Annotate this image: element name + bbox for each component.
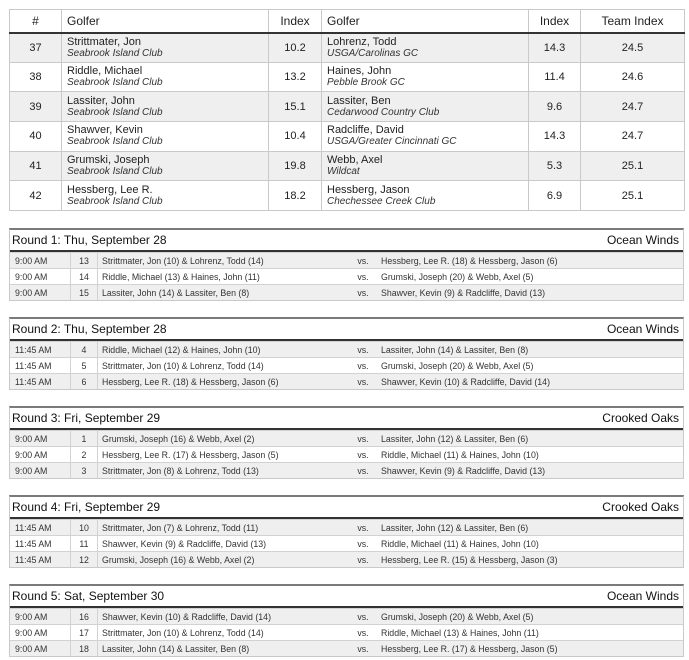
team-index: 24.6 (581, 62, 685, 92)
tee-time: 9:00 AM (10, 609, 71, 624)
table-row (10, 62, 685, 92)
golfer-club: Chechessee Creek Club (327, 195, 436, 207)
tee-time: 9:00 AM (10, 447, 71, 462)
golfer-2-cell (322, 62, 529, 92)
golfer-2-index: 5.3 (529, 151, 581, 181)
golfer-table (9, 9, 685, 211)
match-row (10, 462, 683, 478)
tee-time: 9:00 AM (10, 285, 71, 300)
vs-label: vs. (357, 433, 369, 444)
start-hole: 12 (71, 552, 98, 567)
match-row (10, 357, 683, 373)
golfer-name: Haines, John (327, 65, 392, 78)
pair-number: 37 (10, 33, 62, 63)
team-2: Shawver, Kevin (9) & Radcliffe, David (13) (381, 287, 546, 298)
team-1: Hessberg, Lee R. (18) & Hessberg, Jason (6) (102, 376, 279, 387)
start-hole: 6 (71, 374, 98, 389)
round-course: Crooked Oaks (602, 411, 679, 425)
team-2: Hessberg, Lee R. (15) & Hessberg, Jason (3) (381, 554, 558, 565)
round-header (10, 497, 683, 519)
golfer-1-index: 10.4 (269, 122, 322, 152)
golfer-name: Grumski, Joseph (67, 154, 150, 167)
team-1: Shawver, Kevin (10) & Radcliffe, David (14) (102, 611, 272, 622)
team-1: Riddle, Michael (12) & Haines, John (10) (102, 344, 261, 355)
team-2: Riddle, Michael (13) & Haines, John (11) (381, 627, 539, 638)
start-hole: 10 (71, 520, 98, 535)
team-index: 25.1 (581, 151, 685, 181)
team-2: Hessberg, Lee R. (18) & Hessberg, Jason (6) (381, 255, 558, 266)
vs-label: vs. (357, 255, 369, 266)
team-1: Lassiter, John (14) & Lassiter, Ben (8) (102, 643, 250, 654)
start-hole: 4 (71, 342, 98, 357)
tee-time: 9:00 AM (10, 253, 71, 268)
golfer-name: Lassiter, Ben (327, 94, 391, 107)
golfer-name: Hessberg, Jason (327, 183, 410, 196)
header-team-index: Team Index (581, 10, 685, 33)
tee-time: 11:45 AM (10, 536, 71, 551)
team-2: Lassiter, John (14) & Lassiter, Ben (8) (381, 344, 529, 355)
team-2: Lassiter, John (12) & Lassiter, Ben (6) (381, 433, 529, 444)
round-course: Crooked Oaks (602, 500, 679, 514)
start-hole: 14 (71, 269, 98, 284)
golfer-1-cell (62, 33, 269, 63)
start-hole: 17 (71, 625, 98, 640)
team-1: Strittmater, Jon (8) & Lohrenz, Todd (13) (102, 465, 259, 476)
round-header (10, 586, 683, 608)
pair-number: 42 (10, 181, 62, 211)
start-hole: 16 (71, 609, 98, 624)
team-index: 25.1 (581, 181, 685, 211)
team-2: Shawver, Kevin (10) & Radcliffe, David (14) (381, 376, 551, 387)
match-row (10, 640, 683, 656)
table-row (10, 33, 685, 63)
team-1: Grumski, Joseph (16) & Webb, Axel (2) (102, 433, 255, 444)
team-1: Grumski, Joseph (16) & Webb, Axel (2) (102, 554, 255, 565)
vs-label: vs. (357, 344, 369, 355)
team-index: 24.7 (581, 92, 685, 122)
golfer-name: Riddle, Michael (67, 65, 143, 78)
tee-time: 11:45 AM (10, 342, 71, 357)
golfer-name: Hessberg, Lee R. (67, 183, 153, 196)
vs-label: vs. (357, 360, 369, 371)
golfer-club: Seabrook Island Club (67, 166, 163, 178)
golfer-club: Seabrook Island Club (67, 136, 163, 148)
header-golfer-1: Golfer (62, 10, 269, 33)
vs-label: vs. (357, 538, 369, 549)
tee-time: 11:45 AM (10, 552, 71, 567)
round-title: Round 5: Sat, September 30 (12, 589, 165, 603)
golfer-2-cell (322, 92, 529, 122)
team-1: Riddle, Michael (13) & Haines, John (11) (102, 271, 260, 282)
golfer-1-index: 19.8 (269, 151, 322, 181)
pair-number: 41 (10, 151, 62, 181)
match-row (10, 551, 683, 567)
golfer-name: Shawver, Kevin (67, 124, 143, 137)
match-row (10, 624, 683, 640)
golfer-2-index: 6.9 (529, 181, 581, 211)
team-2: Riddle, Michael (11) & Haines, John (10) (381, 538, 539, 549)
start-hole: 2 (71, 447, 98, 462)
start-hole: 18 (71, 641, 98, 656)
team-index: 24.7 (581, 122, 685, 152)
vs-label: vs. (357, 376, 369, 387)
tee-time: 9:00 AM (10, 431, 71, 446)
round-header (10, 408, 683, 430)
match-row (10, 535, 683, 551)
vs-label: vs. (357, 271, 369, 282)
match-row (10, 446, 683, 462)
golfer-2-index: 14.3 (529, 33, 581, 63)
header-index-1: Index (269, 10, 322, 33)
team-2: Lassiter, John (12) & Lassiter, Ben (6) (381, 522, 529, 533)
golfer-2-index: 11.4 (529, 62, 581, 92)
team-1: Hessberg, Lee R. (17) & Hessberg, Jason (5) (102, 449, 279, 460)
start-hole: 1 (71, 431, 98, 446)
golfer-1-index: 15.1 (269, 92, 322, 122)
team-1: Shawver, Kevin (9) & Radcliffe, David (13) (102, 538, 267, 549)
start-hole: 5 (71, 358, 98, 373)
tee-time: 9:00 AM (10, 463, 71, 478)
round-block (9, 228, 684, 301)
tee-time: 11:45 AM (10, 358, 71, 373)
golfer-1-cell (62, 122, 269, 152)
golfer-club: Seabrook Island Club (67, 77, 163, 89)
round-course: Ocean Winds (606, 233, 679, 247)
tee-time: 11:45 AM (10, 374, 71, 389)
vs-label: vs. (357, 522, 369, 533)
team-2: Hessberg, Lee R. (17) & Hessberg, Jason (5) (381, 643, 558, 654)
golfer-2-cell (322, 122, 529, 152)
vs-label: vs. (357, 554, 369, 565)
golfer-name: Webb, Axel (327, 154, 383, 167)
pair-number: 40 (10, 122, 62, 152)
golfer-2-cell (322, 33, 529, 63)
golfer-1-cell (62, 181, 269, 211)
golfer-1-index: 13.2 (269, 62, 322, 92)
match-row (10, 341, 683, 357)
match-row (10, 284, 683, 300)
team-2: Grumski, Joseph (20) & Webb, Axel (5) (381, 611, 534, 622)
vs-label: vs. (357, 465, 369, 476)
round-block (9, 584, 684, 657)
start-hole: 11 (71, 536, 98, 551)
vs-label: vs. (357, 643, 369, 654)
table-row (10, 151, 685, 181)
vs-label: vs. (357, 627, 369, 638)
golfer-club: Wildcat (327, 166, 360, 178)
golfer-table-header (10, 10, 685, 33)
golfer-1-index: 18.2 (269, 181, 322, 211)
team-2: Riddle, Michael (11) & Haines, John (10) (381, 449, 539, 460)
team-index: 24.5 (581, 33, 685, 63)
golfer-name: Radcliffe, David (327, 124, 404, 137)
start-hole: 13 (71, 253, 98, 268)
pair-number: 38 (10, 62, 62, 92)
golfer-2-index: 14.3 (529, 122, 581, 152)
golfer-1-cell (62, 92, 269, 122)
golfer-club: Seabrook Island Club (67, 195, 163, 207)
pair-number: 39 (10, 92, 62, 122)
golfer-club: Seabrook Island Club (67, 47, 163, 59)
golfer-2-cell (322, 151, 529, 181)
tee-time: 11:45 AM (10, 520, 71, 535)
round-header (10, 319, 683, 341)
table-row (10, 181, 685, 211)
golfer-1-index: 10.2 (269, 33, 322, 63)
golfer-1-cell (62, 151, 269, 181)
golfer-club: Seabrook Island Club (67, 106, 163, 118)
tee-time: 9:00 AM (10, 641, 71, 656)
round-title: Round 1: Thu, September 28 (12, 233, 167, 247)
golfer-club: USGA/Greater Cincinnati GC (327, 136, 457, 148)
team-2: Grumski, Joseph (20) & Webb, Axel (5) (381, 271, 534, 282)
tee-time: 9:00 AM (10, 625, 71, 640)
vs-label: vs. (357, 449, 369, 460)
round-block (9, 317, 684, 390)
team-1: Strittmater, Jon (10) & Lohrenz, Todd (14) (102, 360, 264, 371)
start-hole: 3 (71, 463, 98, 478)
round-header (10, 230, 683, 252)
golfer-name: Lohrenz, Todd (327, 35, 397, 48)
team-1: Strittmater, Jon (7) & Lohrenz, Todd (11) (102, 522, 259, 533)
tee-time: 9:00 AM (10, 269, 71, 284)
match-row (10, 430, 683, 446)
team-1: Strittmater, Jon (10) & Lohrenz, Todd (14) (102, 255, 264, 266)
header-golfer-2: Golfer (322, 10, 529, 33)
round-title: Round 4: Fri, September 29 (12, 500, 161, 514)
golfer-1-cell (62, 62, 269, 92)
table-row (10, 92, 685, 122)
header-num: # (10, 10, 62, 33)
round-block (9, 406, 684, 479)
header-index-2: Index (529, 10, 581, 33)
round-course: Ocean Winds (606, 322, 679, 336)
golfer-2-index: 9.6 (529, 92, 581, 122)
round-block (9, 495, 684, 568)
team-2: Shawver, Kevin (9) & Radcliffe, David (13) (381, 465, 546, 476)
round-title: Round 2: Thu, September 28 (12, 322, 167, 336)
table-row (10, 122, 685, 152)
team-1: Lassiter, John (14) & Lassiter, Ben (8) (102, 287, 250, 298)
vs-label: vs. (357, 611, 369, 622)
golfer-name: Strittmater, Jon (67, 35, 141, 48)
start-hole: 15 (71, 285, 98, 300)
golfer-2-cell (322, 181, 529, 211)
vs-label: vs. (357, 287, 369, 298)
golfer-club: Pebble Brook GC (327, 77, 405, 89)
team-1: Strittmater, Jon (10) & Lohrenz, Todd (14) (102, 627, 264, 638)
match-row (10, 608, 683, 624)
match-row (10, 268, 683, 284)
golfer-club: USGA/Carolinas GC (327, 47, 419, 59)
match-row (10, 519, 683, 535)
golfer-club: Cedarwood Country Club (327, 106, 440, 118)
round-course: Ocean Winds (606, 589, 679, 603)
round-title: Round 3: Fri, September 29 (12, 411, 161, 425)
match-row (10, 373, 683, 389)
match-row (10, 252, 683, 268)
team-2: Grumski, Joseph (20) & Webb, Axel (5) (381, 360, 534, 371)
golfer-name: Lassiter, John (67, 94, 135, 107)
